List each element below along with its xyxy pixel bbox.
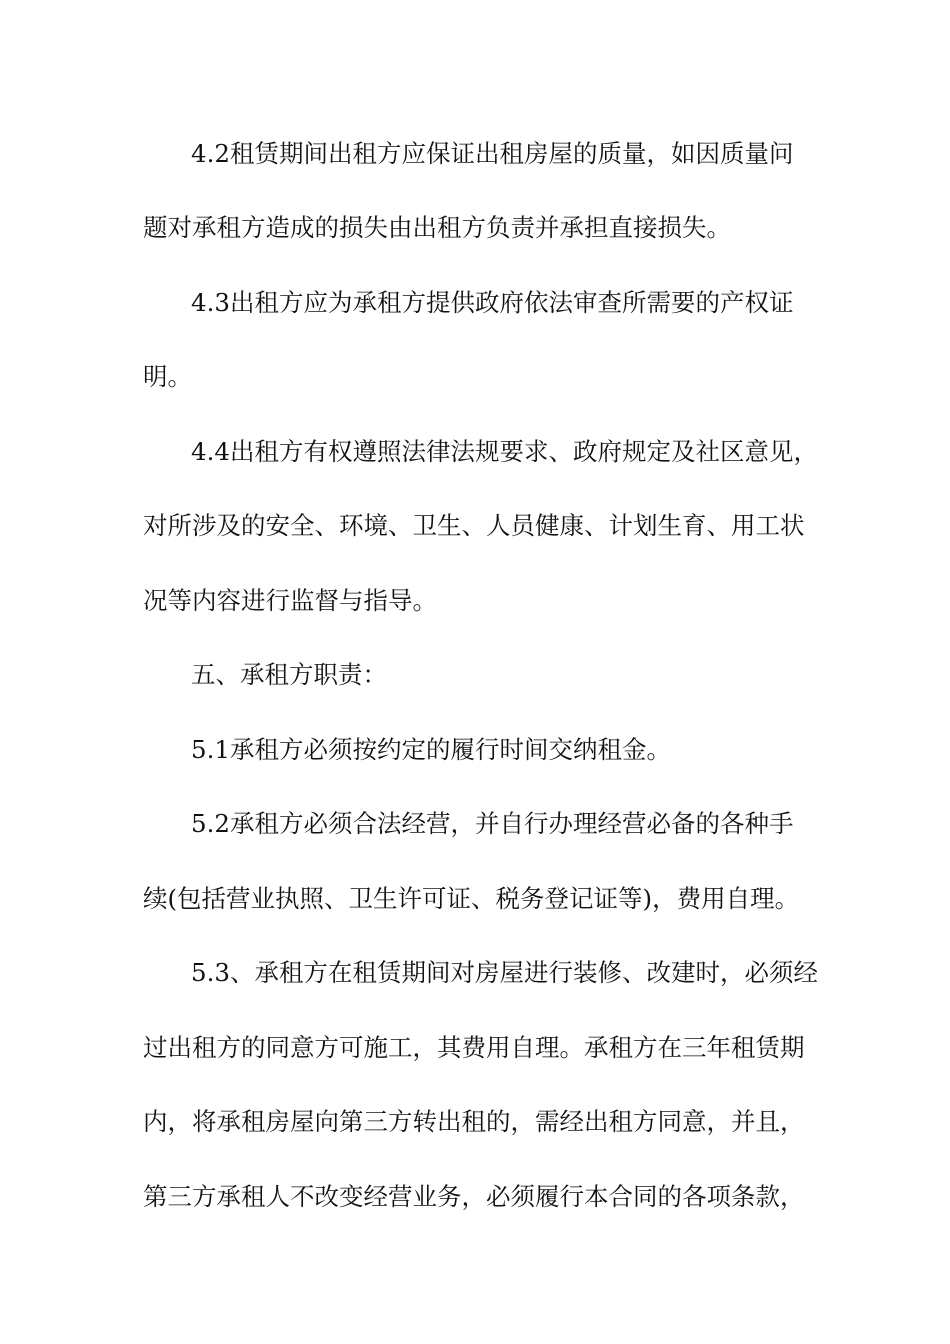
paragraph-text: 4.2租赁期间出租方应保证出租房屋的质量，如因质量问 [191,139,794,168]
paragraph-text: 4.3出租方应为承租方提供政府依法审查所需要的产权证 [191,288,794,317]
paragraph-line [191,283,950,323]
paragraph-text: 5.1承租方必须按约定的履行时间交纳租金。 [191,735,671,764]
section-heading-text: 五、承租方职责： [191,660,387,689]
paragraph-line [143,1102,950,1142]
paragraph-text: 5.2承租方必须合法经营，并自行办理经营必备的各种手 [191,809,794,838]
paragraph-text: 内，将承租房屋向第三方转出租的，需经出租方同意，并且， [143,1107,805,1136]
paragraph-line [143,1177,950,1217]
paragraph-text: 况等内容进行监督与指导。 [143,586,437,615]
paragraph-text: 续(包括营业执照、卫生许可证、税务登记证等)，费用自理。 [143,884,800,913]
paragraph-text: 题对承租方造成的损失由出租方负责并承担直接损失。 [143,213,731,242]
section-heading [191,655,950,695]
paragraph-line [191,730,950,770]
paragraph-text: 对所涉及的安全、环境、卫生、人员健康、计划生育、用工状 [143,511,805,540]
paragraph-text: 过出租方的同意方可施工，其费用自理。承租方在三年租赁期 [143,1033,805,1062]
paragraph-line [143,581,950,621]
paragraph-line [143,879,950,919]
paragraph-line [143,506,950,546]
paragraph-text: 第三方承租人不改变经营业务，必须履行本合同的各项条款， [143,1182,805,1211]
paragraph-line [191,804,950,844]
paragraph-line [143,208,950,248]
paragraph-line [143,1028,950,1068]
paragraph-text: 明。 [143,362,192,391]
paragraph-line [143,357,950,397]
paragraph-line [191,134,950,174]
paragraph-text: 4.4出租方有权遵照法律法规要求、政府规定及社区意见， [191,437,818,466]
paragraph-text: 5.3、承租方在租赁期间对房屋进行装修、改建时，必须经 [191,958,818,987]
paragraph-line [191,953,950,993]
paragraph-line [191,432,950,472]
